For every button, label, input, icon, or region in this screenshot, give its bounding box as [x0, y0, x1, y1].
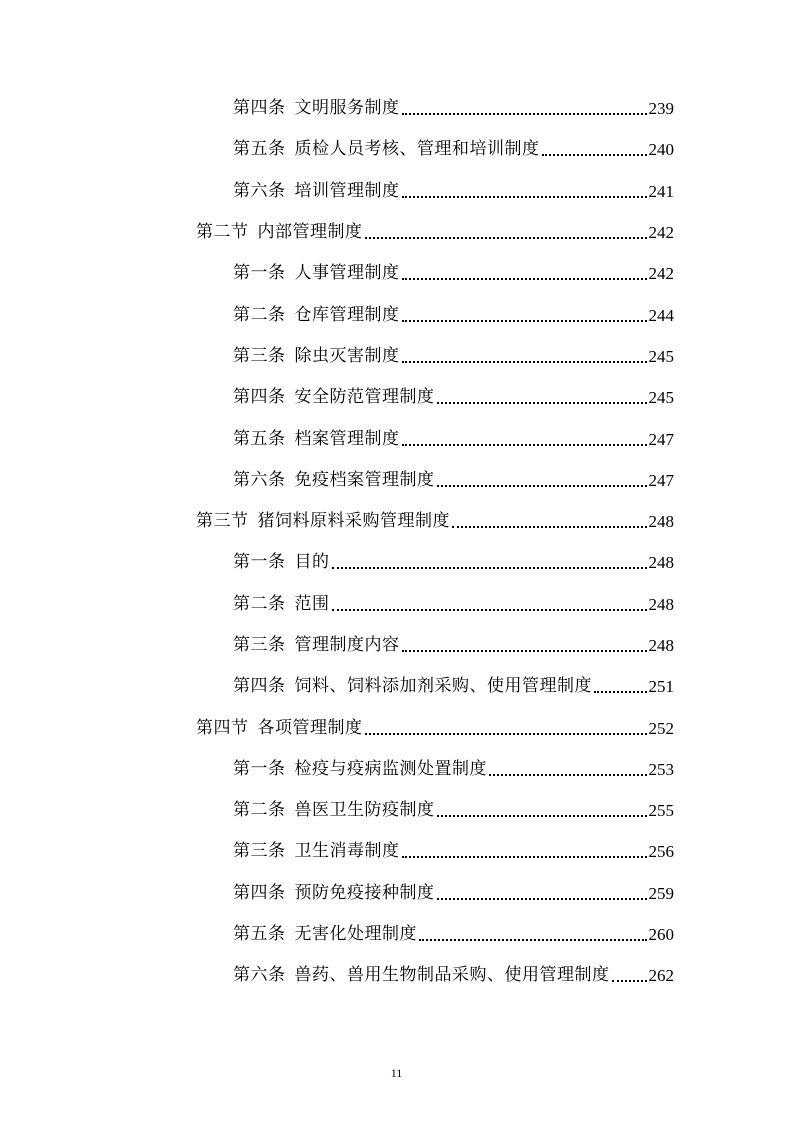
toc-section-entry[interactable]	[0, 212, 674, 253]
toc-entry-number: 第二条	[233, 304, 286, 325]
toc-entry-page: 251	[648, 677, 674, 697]
toc-entry-title: 安全防范管理制度	[294, 387, 435, 408]
toc-entry-title: 文明服务制度	[294, 98, 400, 119]
toc-entry-title: 免疫档案管理制度	[294, 469, 435, 490]
toc-entry-page: 239	[648, 99, 674, 119]
toc-entry-page: 245	[648, 388, 674, 408]
toc-entry[interactable]	[0, 873, 674, 914]
toc-entry-label	[233, 926, 417, 943]
toc-entry-title: 饲料、饲料添加剂采购、使用管理制度	[294, 676, 592, 697]
toc-entry-number: 第四节	[196, 717, 249, 738]
toc-entry-label	[233, 637, 400, 654]
toc-entry-label	[196, 224, 363, 241]
toc-dot-leader	[437, 472, 647, 489]
toc-entry-number: 第一条	[233, 552, 286, 573]
toc-section-entry[interactable]	[0, 501, 674, 542]
toc-entry-page: 245	[648, 346, 674, 366]
toc-entry-label	[233, 469, 435, 490]
toc-dot-leader	[402, 843, 647, 860]
toc-dot-leader	[542, 141, 647, 158]
toc-entry[interactable]	[0, 584, 674, 625]
toc-entry-page: 252	[648, 718, 674, 738]
toc-entry-title: 各项管理制度	[257, 717, 363, 738]
page-number: 11	[390, 1066, 403, 1080]
toc-entry[interactable]	[0, 790, 674, 831]
toc-entry-label	[196, 717, 363, 738]
toc-entry-label	[233, 345, 400, 366]
toc-entry[interactable]	[0, 129, 674, 170]
toc-dot-leader	[402, 100, 647, 117]
toc-entry-title: 培训管理制度	[294, 180, 400, 201]
toc-dot-leader	[365, 720, 647, 737]
toc-entry-label	[233, 593, 330, 614]
toc-dot-leader	[437, 802, 647, 819]
toc-entry[interactable]	[0, 460, 674, 501]
toc-entry-label	[233, 100, 400, 117]
toc-entry-number: 第三条	[233, 635, 286, 655]
toc-entry-page: 242	[648, 264, 674, 284]
toc-entry-number: 第三条	[233, 345, 286, 366]
toc-dot-leader	[489, 761, 647, 778]
toc-dot-leader	[452, 513, 647, 530]
toc-entry-page: 240	[648, 140, 674, 160]
toc-entry-number: 第五条	[233, 428, 286, 449]
toc-entry-page: 255	[648, 801, 674, 821]
table-of-contents	[0, 88, 793, 997]
toc-entry-number: 第六条	[233, 180, 286, 201]
toc-dot-leader	[402, 183, 647, 200]
toc-entry-number: 第六条	[233, 469, 286, 490]
toc-entry-page: 248	[648, 594, 674, 614]
toc-dot-leader	[437, 885, 647, 902]
toc-entry-label	[233, 967, 610, 984]
toc-entry[interactable]	[0, 542, 674, 583]
toc-entry-label	[233, 678, 592, 695]
toc-entry[interactable]	[0, 831, 674, 872]
toc-entry[interactable]	[0, 914, 674, 955]
toc-entry-label	[233, 265, 400, 282]
toc-entry-number: 第四条	[233, 98, 286, 119]
toc-entry-number: 第五条	[233, 139, 286, 160]
toc-entry-title: 内部管理制度	[257, 222, 363, 243]
toc-entry-title: 检疫与疫病监测处置制度	[294, 758, 487, 779]
toc-dot-leader	[402, 307, 647, 324]
toc-dot-leader	[332, 596, 647, 613]
toc-entry-number: 第四条	[233, 676, 286, 697]
toc-entry-label	[233, 180, 400, 201]
toc-entry[interactable]	[0, 294, 674, 335]
toc-entry[interactable]	[0, 171, 674, 212]
toc-entry-title: 无害化处理制度	[294, 924, 417, 945]
toc-entry-page: 259	[648, 883, 674, 903]
toc-entry-page: 248	[648, 553, 674, 573]
toc-entry-title: 卫生消毒制度	[294, 841, 400, 862]
toc-entry-number: 第四条	[233, 387, 286, 408]
toc-entry-number: 第三条	[233, 841, 286, 862]
toc-entry-label	[233, 389, 435, 406]
toc-dot-leader	[612, 967, 647, 984]
toc-entry[interactable]	[0, 418, 674, 459]
toc-entry-title: 仓库管理制度	[294, 304, 400, 325]
toc-dot-leader	[402, 637, 647, 654]
toc-entry-label	[233, 843, 400, 860]
toc-entry-title: 除虫灭害制度	[294, 345, 400, 366]
toc-dot-leader	[365, 224, 647, 241]
toc-entry-number: 第六条	[233, 965, 286, 986]
toc-entry[interactable]	[0, 88, 674, 129]
toc-entry-label	[196, 513, 450, 530]
toc-entry-label	[233, 554, 330, 571]
toc-entry-page: 242	[648, 223, 674, 243]
toc-entry-title: 兽医卫生防疫制度	[294, 800, 435, 821]
toc-entry-page: 248	[648, 512, 674, 532]
toc-entry-label	[233, 304, 400, 325]
toc-entry-page: 256	[648, 842, 674, 862]
toc-entry-title: 人事管理制度	[294, 263, 400, 284]
toc-entry-number: 第二条	[233, 800, 286, 821]
toc-entry-page: 262	[648, 966, 674, 986]
toc-entry[interactable]	[0, 336, 674, 377]
toc-entry-number: 第一条	[233, 758, 286, 779]
toc-entry[interactable]	[0, 955, 674, 996]
toc-entry[interactable]	[0, 377, 674, 418]
toc-entry-page: 247	[648, 429, 674, 449]
toc-entry-number: 第二条	[233, 593, 286, 614]
toc-entry-label	[233, 428, 400, 449]
toc-dot-leader	[402, 265, 647, 282]
toc-entry[interactable]	[0, 749, 674, 790]
toc-entry[interactable]	[0, 253, 674, 294]
toc-entry-title: 管理制度内容	[294, 635, 400, 655]
toc-entry-title: 预防免疫接种制度	[294, 882, 435, 903]
toc-entry-title: 兽药、兽用生物制品采购、使用管理制度	[294, 965, 610, 986]
toc-entry-page: 241	[648, 181, 674, 201]
toc-entry-number: 第一条	[233, 263, 286, 284]
toc-entry-number: 第二节	[196, 222, 249, 243]
toc-entry[interactable]	[0, 625, 674, 666]
toc-entry-title: 档案管理制度	[294, 428, 400, 449]
toc-entry-page: 247	[648, 470, 674, 490]
toc-entry-number: 第五条	[233, 924, 286, 945]
toc-dot-leader	[594, 678, 647, 695]
toc-entry-title: 范围	[294, 593, 330, 614]
toc-entry-title: 猪饲料原料采购管理制度	[257, 511, 450, 532]
toc-entry-label	[233, 802, 435, 819]
toc-dot-leader	[402, 431, 647, 448]
toc-section-entry[interactable]	[0, 707, 674, 748]
toc-dot-leader	[419, 926, 647, 943]
toc-entry-number: 第四条	[233, 882, 286, 903]
toc-entry-label	[233, 882, 435, 903]
toc-entry-page: 244	[648, 305, 674, 325]
toc-entry-page: 253	[648, 759, 674, 779]
toc-entry-label	[233, 141, 540, 158]
toc-entry[interactable]	[0, 666, 674, 707]
toc-dot-leader	[437, 389, 647, 406]
toc-entry-label	[233, 758, 487, 779]
toc-dot-leader	[402, 348, 647, 365]
toc-entry-title: 目的	[294, 552, 330, 573]
toc-entry-page: 260	[648, 925, 674, 945]
toc-entry-title: 质检人员考核、管理和培训制度	[294, 139, 540, 160]
toc-entry-number: 第三节	[196, 511, 249, 532]
toc-entry-page: 248	[648, 636, 674, 655]
toc-dot-leader	[332, 554, 647, 571]
